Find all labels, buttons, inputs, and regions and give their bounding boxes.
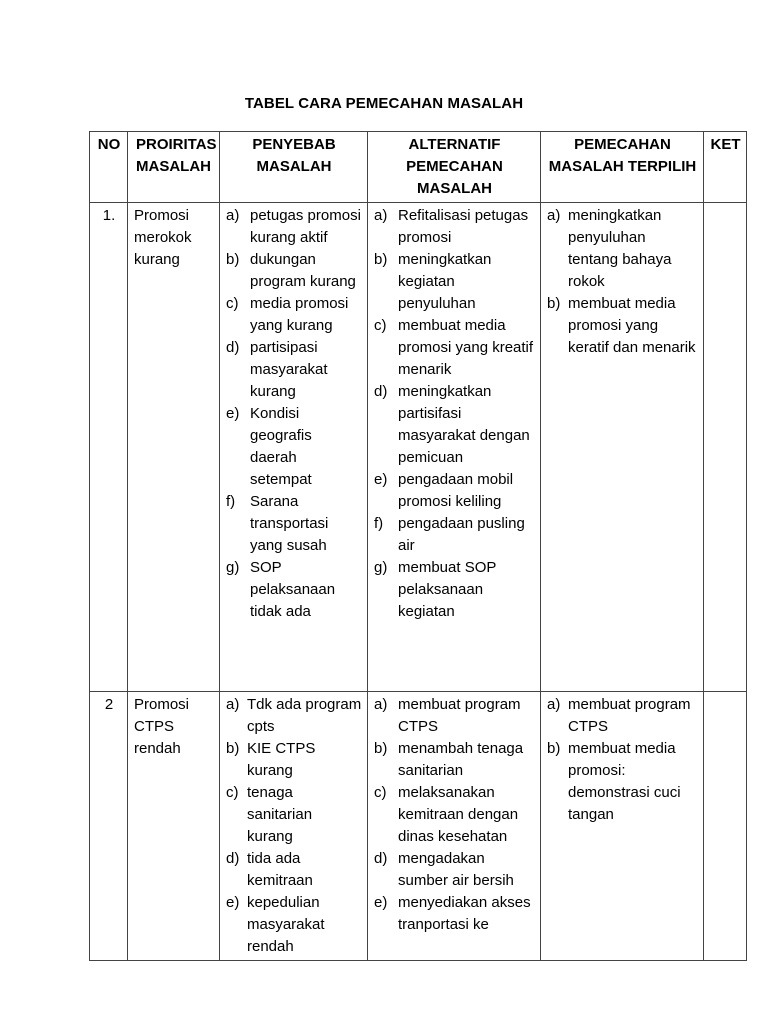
list-item-marker: g) bbox=[374, 559, 388, 576]
list-item bbox=[547, 694, 698, 738]
list-item-text: Kondisi geografis daerah setempat bbox=[250, 405, 312, 488]
list-item bbox=[226, 205, 362, 249]
list-item-text: petugas promosi kurang aktif bbox=[250, 207, 361, 246]
header-prioritas bbox=[128, 132, 220, 203]
list-item-text: menambah tenaga sanitarian bbox=[398, 740, 524, 779]
header-penyebab bbox=[220, 132, 368, 203]
list-item-marker: d) bbox=[374, 383, 388, 400]
list-item bbox=[226, 694, 362, 738]
row-terpilih bbox=[541, 692, 704, 961]
list-item bbox=[226, 337, 362, 403]
row-alternatif bbox=[368, 692, 541, 961]
list-item-marker: f) bbox=[374, 515, 384, 532]
row-penyebab bbox=[220, 203, 368, 692]
list-item-text: pengadaan pusling air bbox=[398, 515, 525, 554]
problem-solving-table bbox=[89, 131, 747, 961]
table-row bbox=[90, 203, 747, 692]
page-title: TABEL CARA PEMECAHAN MASALAH bbox=[244, 95, 524, 112]
header-alternatif-line3: MASALAH bbox=[417, 180, 492, 197]
header-penyebab-line2: MASALAH bbox=[256, 158, 332, 175]
list-item bbox=[547, 293, 698, 359]
header-terpilih bbox=[541, 132, 704, 203]
list-item-text: dukungan program kurang bbox=[250, 251, 356, 290]
list-item bbox=[374, 249, 535, 315]
list-item-text: menyediakan akses tranportasi ke bbox=[398, 894, 531, 933]
list-item-text: meningkatkan kegiatan penyuluhan bbox=[398, 251, 492, 312]
list-item bbox=[374, 381, 535, 469]
header-alternatif-line1: ALTERNATIF bbox=[408, 136, 501, 153]
list-item-marker: e) bbox=[374, 471, 388, 488]
list-item-marker: d) bbox=[374, 850, 388, 867]
list-item-text: pengadaan mobil promosi keliling bbox=[398, 471, 514, 510]
list-item-marker: a) bbox=[374, 696, 388, 713]
list-item bbox=[374, 694, 535, 738]
list-item-text: membuat media promosi yang keratif dan menarik bbox=[568, 295, 696, 356]
header-prioritas-line1: PROIRITAS bbox=[136, 136, 217, 153]
list-item bbox=[374, 513, 535, 557]
list-item-text: tida ada kemitraan bbox=[247, 850, 313, 889]
header-penyebab-line1: PENYEBAB bbox=[252, 136, 336, 153]
list-item-marker: d) bbox=[226, 850, 240, 867]
header-ket: KET bbox=[704, 132, 747, 203]
row-penyebab bbox=[220, 692, 368, 961]
list-item-text: KIE CTPS kurang bbox=[247, 740, 316, 779]
penyebab-list bbox=[226, 694, 362, 958]
terpilih-list bbox=[547, 694, 698, 826]
list-item-text: media promosi yang kurang bbox=[250, 295, 349, 334]
list-item-marker: b) bbox=[374, 251, 388, 268]
list-item bbox=[226, 782, 362, 848]
alternatif-list bbox=[374, 694, 535, 936]
list-item-text: meningkatkan partisifasi masyarakat dengan pemicuan bbox=[398, 383, 530, 466]
list-item-marker: c) bbox=[374, 784, 387, 801]
list-item-text: membuat media promosi yang kreatif menarik bbox=[398, 317, 534, 378]
list-item-marker: f) bbox=[226, 493, 236, 510]
list-item-marker: b) bbox=[374, 740, 388, 757]
list-item bbox=[226, 892, 362, 958]
list-item bbox=[547, 205, 698, 293]
row-prioritas: Promosi merokok kurang bbox=[128, 203, 220, 692]
list-item bbox=[226, 293, 362, 337]
list-item-marker: a) bbox=[547, 207, 561, 224]
list-item-marker: a) bbox=[226, 207, 240, 224]
list-item-text: membuat program CTPS bbox=[568, 696, 691, 735]
row-ket bbox=[704, 203, 747, 692]
row-no: 2 bbox=[90, 692, 128, 961]
list-item bbox=[374, 738, 535, 782]
list-item-text: meningkatkan penyuluhan tentang bahaya rokok bbox=[568, 207, 672, 290]
list-item-text: melaksanakan kemitraan dengan dinas kesehatan bbox=[398, 784, 519, 845]
list-item-text: mengadakan sumber air bersih bbox=[398, 850, 514, 889]
row-prioritas: Promosi CTPS rendah bbox=[128, 692, 220, 961]
list-item-text: SOP pelaksanaan tidak ada bbox=[250, 559, 336, 620]
list-item-marker: e) bbox=[226, 894, 240, 911]
list-item bbox=[226, 557, 362, 623]
list-item-text: partisipasi masyarakat kurang bbox=[250, 339, 328, 400]
list-item bbox=[374, 892, 535, 936]
list-item bbox=[374, 557, 535, 623]
list-item-marker: d) bbox=[226, 339, 240, 356]
list-item-text: membuat SOP pelaksanaan kegiatan bbox=[398, 559, 497, 620]
list-item bbox=[226, 403, 362, 491]
list-item-text: Tdk ada program cpts bbox=[247, 696, 362, 735]
list-item bbox=[226, 249, 362, 293]
terpilih-list bbox=[547, 205, 698, 359]
list-item-marker: a) bbox=[547, 696, 561, 713]
row-terpilih bbox=[541, 203, 704, 692]
list-item-marker: b) bbox=[547, 295, 561, 312]
list-item bbox=[374, 315, 535, 381]
header-prioritas-line2: MASALAH bbox=[136, 158, 211, 175]
list-item-text: membuat media promosi: demonstrasi cuci tangan bbox=[568, 740, 681, 823]
row-alternatif bbox=[368, 203, 541, 692]
header-row bbox=[90, 132, 747, 203]
list-item bbox=[226, 848, 362, 892]
list-item bbox=[374, 782, 535, 848]
header-alternatif-line2: PEMECAHAN bbox=[406, 158, 503, 175]
list-item bbox=[226, 491, 362, 557]
header-terpilih-line1: PEMECAHAN bbox=[574, 136, 671, 153]
list-item-marker: c) bbox=[226, 784, 239, 801]
list-item bbox=[226, 738, 362, 782]
list-item bbox=[374, 848, 535, 892]
row-no: 1. bbox=[90, 203, 128, 692]
row-ket bbox=[704, 692, 747, 961]
list-item-text: Refitalisasi petugas promosi bbox=[398, 207, 529, 246]
list-item-marker: e) bbox=[226, 405, 240, 422]
table-row bbox=[90, 692, 747, 961]
list-item-text: kepedulian masyarakat rendah bbox=[247, 894, 325, 955]
list-item-text: membuat program CTPS bbox=[398, 696, 521, 735]
list-item-text: Sarana transportasi yang susah bbox=[250, 493, 329, 554]
list-item-marker: b) bbox=[547, 740, 561, 757]
penyebab-list bbox=[226, 205, 362, 623]
list-item-marker: b) bbox=[226, 740, 240, 757]
list-item-marker: a) bbox=[374, 207, 388, 224]
list-item bbox=[374, 205, 535, 249]
list-item-marker: c) bbox=[226, 295, 239, 312]
list-item-marker: g) bbox=[226, 559, 240, 576]
list-item-marker: b) bbox=[226, 251, 240, 268]
list-item-text: tenaga sanitarian kurang bbox=[247, 784, 313, 845]
list-item-marker: c) bbox=[374, 317, 387, 334]
header-no: NO bbox=[90, 132, 128, 203]
list-item bbox=[547, 738, 698, 826]
list-item-marker: e) bbox=[374, 894, 388, 911]
header-alternatif bbox=[368, 132, 541, 203]
list-item bbox=[374, 469, 535, 513]
alternatif-list bbox=[374, 205, 535, 623]
header-terpilih-line2: MASALAH TERPILIH bbox=[548, 158, 697, 175]
list-item-marker: a) bbox=[226, 696, 240, 713]
